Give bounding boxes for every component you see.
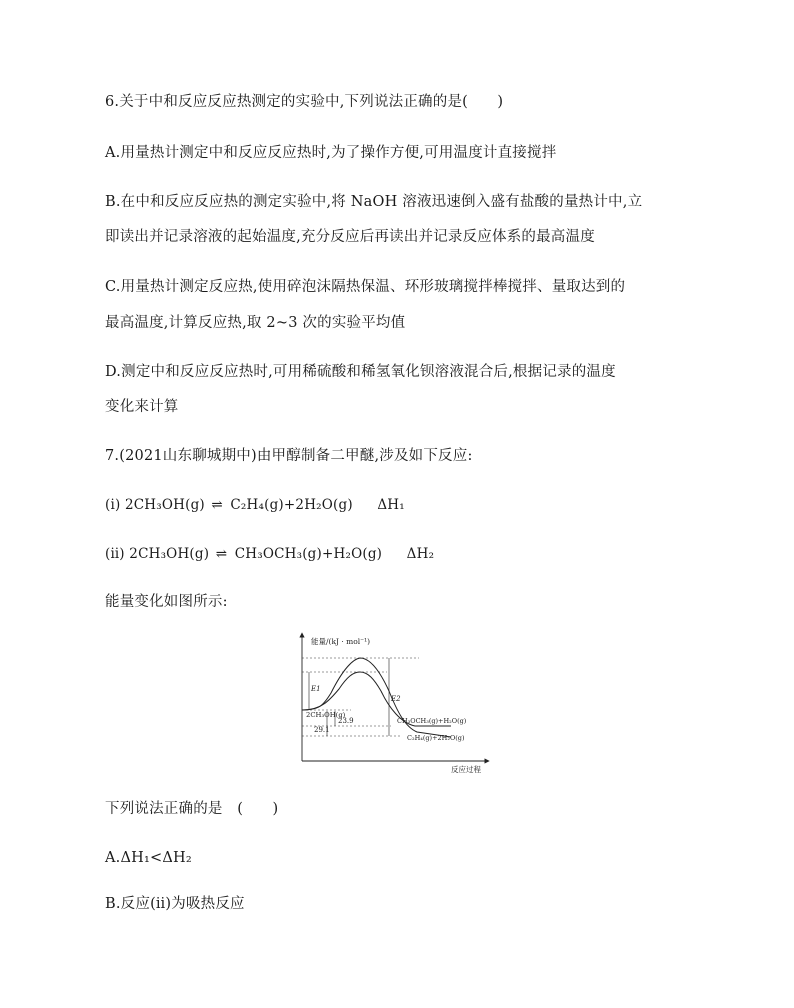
q6-option-a: A.用量热计测定中和反应反应热时,为了操作方便,可用温度计直接搅拌 [105,145,557,161]
equation-i-delta-h: ΔH₁ [377,497,405,513]
q6-option-c-line1: C.用量热计测定反应热,使用碎泡沫隔热保温、环形玻璃搅拌棒搅拌、量取达到的 [105,279,626,295]
figure-intro: 能量变化如图所示: [105,594,228,610]
equation-i-label: (ⅰ) [105,497,121,513]
equation-i [105,496,405,514]
q6-stem: 6.关于中和反应反应热测定的实验中,下列说法正确的是( ) [105,94,504,110]
equation-ii-products: CH₃OCH₃(g)+H₂O(g) [234,546,383,562]
reactant-label: 2CH₃OH(g) [306,711,346,719]
energy-diagram [291,631,491,773]
q7-stem: 7.(2021山东聊城期中)由甲醇制备二甲醚,涉及如下反应: [105,448,473,464]
q6-option-d-line2: 变化来计算 [105,399,179,415]
q6-option-d-line1: D.测定中和反应反应热时,可用稀硫酸和稀氢氧化钡溶液混合后,根据记录的温度 [105,364,616,380]
equation-i-reactant: 2CH₃OH(g) [124,497,205,513]
e1-label: E1 [311,685,321,693]
y-axis-label: 能量/(kJ · mol⁻¹) [311,637,371,646]
e2-label: E2 [391,695,401,703]
equation-ii-reactant: 2CH₃OH(g) [129,546,210,562]
q7-option-b: B.反应(ⅱ)为吸热反应 [105,896,245,912]
q6-option-b-line2: 即读出并记录溶液的起始温度,充分反应后再读出并记录反应体系的最高温度 [105,229,595,245]
q7-question: 下列说法正确的是 ( ) [105,801,279,817]
equation-i-products: C₂H₄(g)+2H₂O(g) [230,497,353,513]
q6-option-b-line1: B.在中和反应反应热的测定实验中,将 NaOH 溶液迅速倒入盛有盐酸的量热计中,立 [105,194,643,210]
q6-option-c-line2: 最高温度,计算反应热,取 2~3 次的实验平均值 [105,315,406,331]
equation-ii-label: (ⅱ) [105,546,125,562]
gap-large-label: 29.1 [314,726,330,734]
equilibrium-arrow-icon: ⇌ [215,546,228,562]
energy-diagram-svg [291,631,491,773]
equation-ii-delta-h: ΔH₂ [406,546,435,562]
q7-option-a: A.ΔH₁<ΔH₂ [105,850,192,866]
equation-ii [105,545,434,563]
gap-small-label: 23.9 [338,717,354,725]
x-axis-label: 反应过程 [451,765,481,773]
equilibrium-arrow-icon: ⇌ [211,497,223,513]
product1-label: CH₃OCH₃(g)+H₂O(g) [397,717,467,725]
product2-label: C₂H₄(g)+2H₂O(g) [407,734,465,742]
